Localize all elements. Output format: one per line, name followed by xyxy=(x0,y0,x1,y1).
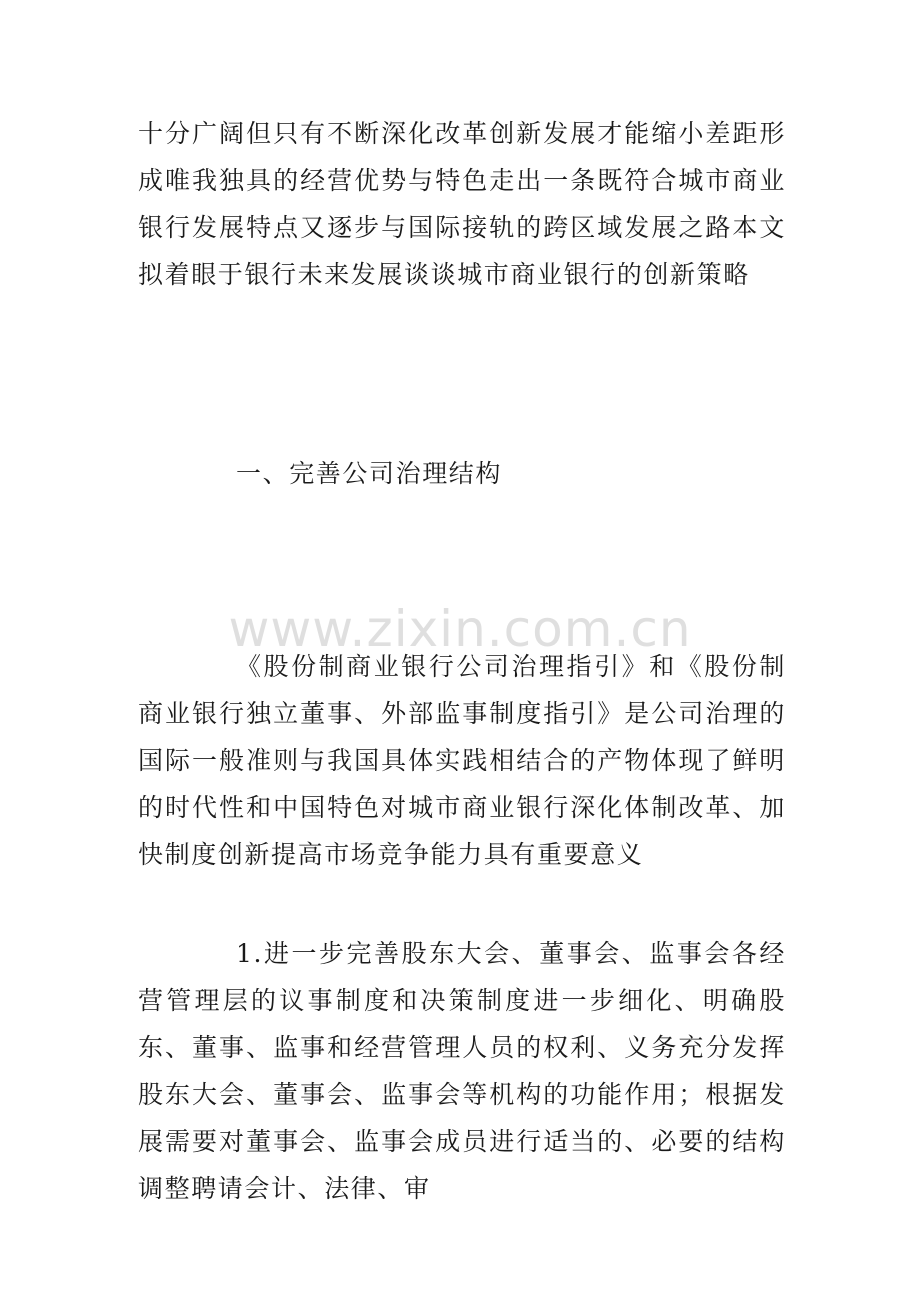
watermark: www.zixin.com.cn xyxy=(228,600,692,658)
intro-paragraph: 十分广阔但只有不断深化改革创新发展才能缩小差距形成唯我独具的经营优势与特色走出一条既符合城市商业银行发展特点又逐步与国际接轨的跨区域发展之路本文拟着眼于银行未来发展谈谈城市商业银行的创新策略 xyxy=(138,119,786,289)
section-heading: 一、完善公司治理结构 xyxy=(236,459,503,488)
guidelines-paragraph: 《股份制商业银行公司治理指引》和《股份制商业银行独立董事、外部监事制度指引》是公司治理的国际一般准则与我国具体实践相结合的产物体现了鲜明的时代性和中国特色对城市商业银行深化体制改革、加快制度创新提高市场竞争能力具有重要意义 xyxy=(138,652,786,869)
item-1-paragraph: 1.进一步完善股东大会、董事会、监事会各经营管理层的议事制度和决策制度进一步细化、明确股东、董事、监事和经营管理人员的权利、义务充分发挥股东大会、董事会、监事会等机构的功能作用；根据发展需要对董事会、监事会成员进行适当的、必要的结构调整聘请会计、法律、审 xyxy=(138,939,786,1203)
